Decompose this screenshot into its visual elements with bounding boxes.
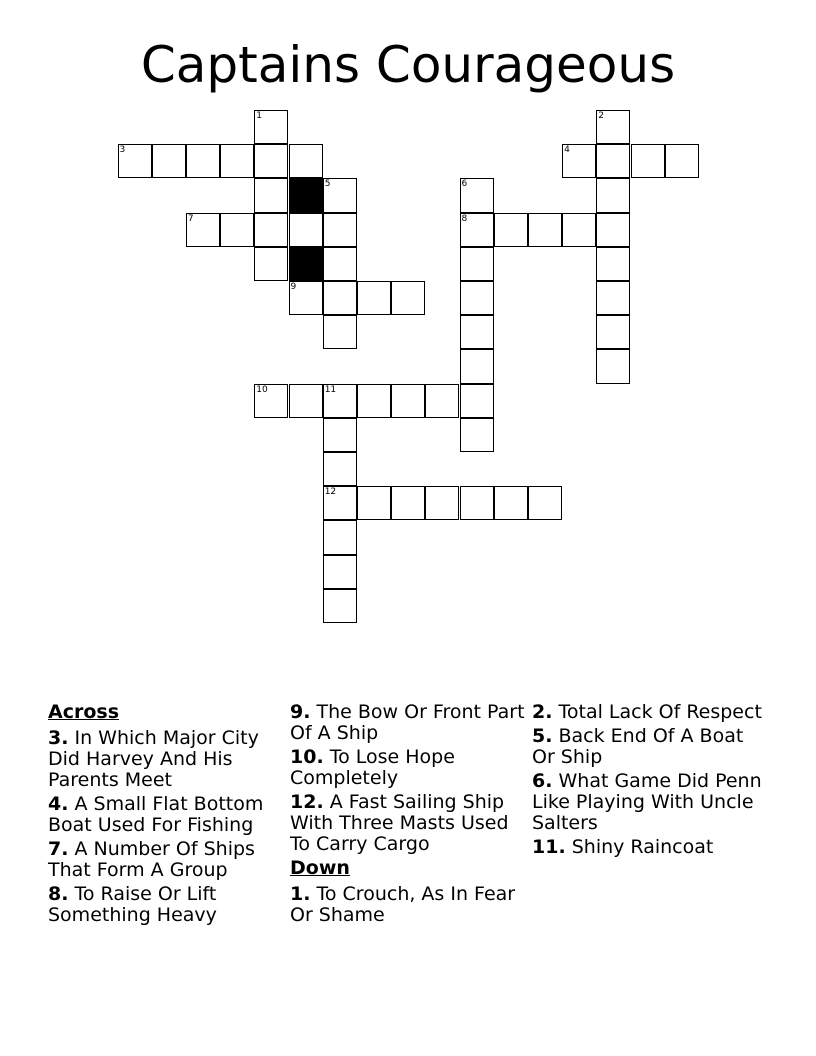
crossword-cell[interactable] xyxy=(220,213,254,247)
down-heading: Down xyxy=(290,857,350,879)
cell-number: 5 xyxy=(324,179,331,190)
across-heading: Across xyxy=(48,701,120,723)
crossword-cell[interactable] xyxy=(323,520,357,554)
crossword-cell[interactable] xyxy=(357,384,391,418)
crossword-cell[interactable] xyxy=(391,486,425,520)
clue-across-10: 10. To Lose Hope Completely xyxy=(290,746,455,789)
crossword-cell[interactable] xyxy=(596,349,630,383)
crossword-cell[interactable] xyxy=(596,315,630,349)
crossword-cell[interactable] xyxy=(460,178,494,212)
crossword-cell[interactable] xyxy=(323,247,357,281)
crossword-cell[interactable] xyxy=(289,144,323,178)
clues-column-2 xyxy=(290,702,526,929)
crossword-cell[interactable] xyxy=(562,144,596,178)
black-cell xyxy=(289,178,323,212)
crossword-cell[interactable] xyxy=(357,486,391,520)
crossword-cell[interactable] xyxy=(254,178,288,212)
clue-down-5: 5. Back End Of A Boat Or Ship xyxy=(532,725,744,768)
crossword-cell[interactable] xyxy=(254,384,288,418)
clue-across-4: 4. A Small Flat Bottom Boat Used For Fishing xyxy=(48,793,264,836)
clue-down-6: 6. What Game Did Penn Like Playing With Uncle Salters xyxy=(532,770,762,834)
crossword-cell[interactable] xyxy=(665,144,699,178)
crossword-cell[interactable] xyxy=(596,281,630,315)
crossword-cell[interactable] xyxy=(460,247,494,281)
cell-number: 7 xyxy=(187,213,194,224)
crossword-cell[interactable] xyxy=(254,247,288,281)
crossword-cell[interactable] xyxy=(323,384,357,418)
cell-number: 1 xyxy=(256,111,263,121)
clue-down-2: 2. Total Lack Of Respect xyxy=(532,701,762,723)
crossword-cell[interactable] xyxy=(528,486,562,520)
cell-number: 10 xyxy=(256,384,268,395)
crossword-cell[interactable] xyxy=(323,555,357,589)
crossword-cell[interactable] xyxy=(460,213,494,247)
clue-down-1: 1. To Crouch, As In Fear Or Shame xyxy=(290,883,516,926)
crossword-cell[interactable] xyxy=(596,213,630,247)
crossword-cell[interactable] xyxy=(596,247,630,281)
cell-number: 2 xyxy=(598,111,605,121)
crossword-cell[interactable] xyxy=(323,486,357,520)
crossword-cell[interactable] xyxy=(186,213,220,247)
crossword-cell[interactable] xyxy=(323,315,357,349)
crossword-cell[interactable] xyxy=(425,384,459,418)
cell-number: 4 xyxy=(564,145,570,156)
crossword-cell[interactable] xyxy=(323,589,357,623)
crossword-cell[interactable] xyxy=(562,213,596,247)
crossword-cell[interactable] xyxy=(152,144,186,178)
clue-across-9: 9. The Bow Or Front Part Of A Ship xyxy=(290,701,525,744)
cell-number: 9 xyxy=(290,282,297,292)
cell-number: 12 xyxy=(324,487,337,498)
crossword-cell[interactable] xyxy=(254,213,288,247)
crossword-cell[interactable] xyxy=(460,349,494,383)
crossword-cell[interactable] xyxy=(323,452,357,486)
crossword-cell[interactable] xyxy=(323,213,357,247)
clues-column-3 xyxy=(532,702,768,861)
clue-down-11: 11. Shiny Raincoat xyxy=(532,836,714,858)
crossword-cell[interactable] xyxy=(323,178,357,212)
clue-across-12: 12. A Fast Sailing Ship With Three Masts Used To Carry Cargo xyxy=(290,791,509,855)
crossword-cell[interactable] xyxy=(528,213,562,247)
crossword-cell[interactable] xyxy=(391,281,425,315)
cell-number: 8 xyxy=(461,213,468,224)
crossword-cell[interactable] xyxy=(289,384,323,418)
crossword-cell[interactable] xyxy=(460,418,494,452)
crossword-cell[interactable] xyxy=(323,418,357,452)
crossword-cell[interactable] xyxy=(323,281,357,315)
cell-number: 6 xyxy=(461,179,468,190)
clue-across-7: 7. A Number Of Ships That Form A Group xyxy=(48,838,255,881)
crossword-cell[interactable] xyxy=(391,384,425,418)
crossword-cell[interactable] xyxy=(460,486,494,520)
crossword-cell[interactable] xyxy=(118,144,152,178)
crossword-cell[interactable] xyxy=(460,281,494,315)
crossword-cell[interactable] xyxy=(460,384,494,418)
crossword-cell[interactable] xyxy=(289,213,323,247)
black-cell xyxy=(289,247,323,281)
clue-across-8: 8. To Raise Or Lift Something Heavy xyxy=(48,883,217,926)
crossword-cell[interactable] xyxy=(425,486,459,520)
crossword-cell[interactable] xyxy=(254,144,288,178)
crossword-cell[interactable] xyxy=(357,281,391,315)
page-title: Captains Courageous xyxy=(140,36,676,94)
cell-number: 3 xyxy=(119,145,126,156)
crossword-cell[interactable] xyxy=(220,144,254,178)
cell-number: 11 xyxy=(324,384,337,395)
crossword-cell[interactable] xyxy=(596,178,630,212)
crossword-cell[interactable] xyxy=(289,281,323,315)
crossword-cell[interactable] xyxy=(460,315,494,349)
crossword-cell[interactable] xyxy=(186,144,220,178)
clues-column-1 xyxy=(48,702,284,929)
crossword-cell[interactable] xyxy=(254,110,288,144)
clue-across-3: 3. In Which Major City Did Harvey And His Parents Meet xyxy=(48,727,259,791)
crossword-cell[interactable] xyxy=(631,144,665,178)
crossword-cell[interactable] xyxy=(494,486,528,520)
crossword-cell[interactable] xyxy=(596,110,630,144)
crossword-cell[interactable] xyxy=(494,213,528,247)
crossword-cell[interactable] xyxy=(596,144,630,178)
